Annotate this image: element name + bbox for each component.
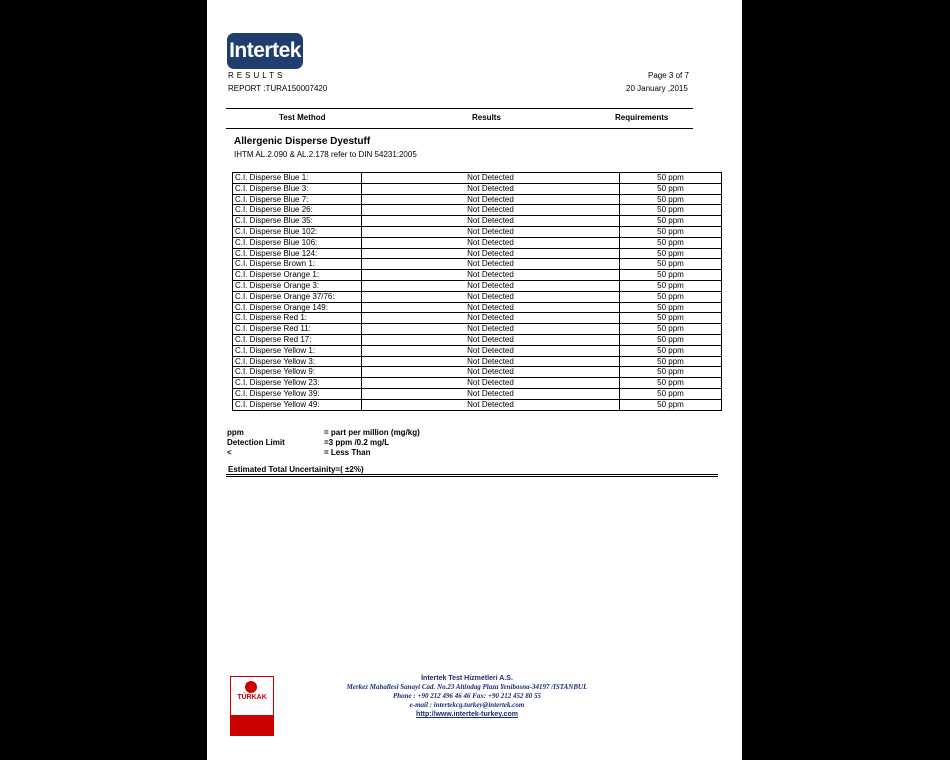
requirement-value: 50 ppm <box>620 280 722 291</box>
dye-name: C.I. Disperse Yellow 39: <box>233 388 362 399</box>
table-row <box>233 345 722 356</box>
table-row <box>233 237 722 248</box>
dye-name: C.I. Disperse Blue 106: <box>233 237 362 248</box>
legend-key: Detection Limit <box>227 438 285 447</box>
table-row <box>233 291 722 302</box>
dye-name: C.I. Disperse Blue 102: <box>233 226 362 237</box>
legend-value: = Less Than <box>324 448 371 457</box>
table-row <box>233 194 722 205</box>
requirement-value: 50 ppm <box>620 388 722 399</box>
table-row <box>233 183 722 194</box>
table-row <box>233 226 722 237</box>
result-value: Not Detected <box>362 280 620 291</box>
table-row <box>233 302 722 313</box>
footer-phone: Phone : +90 212 496 46 46 Fax: +90 212 452 80 55 <box>393 692 541 700</box>
dye-name: C.I. Disperse Blue 7: <box>233 194 362 205</box>
result-value: Not Detected <box>362 334 620 345</box>
legend-value: = part per million (mg/kg) <box>324 428 420 437</box>
legend-value: =3 ppm /0.2 mg/L <box>324 438 390 447</box>
table-row <box>233 324 722 335</box>
report-page <box>207 0 742 760</box>
legend <box>227 428 420 458</box>
dye-name: C.I. Disperse Blue 26: <box>233 205 362 216</box>
uncertainty-rule-2 <box>226 476 718 477</box>
footer-website-link[interactable]: http://www.intertek-turkey.com <box>416 711 518 718</box>
legend-row <box>227 438 420 448</box>
legend-row <box>227 428 420 438</box>
turkak-accreditation-seal <box>230 676 274 736</box>
result-value: Not Detected <box>362 324 620 335</box>
requirement-value: 50 ppm <box>620 291 722 302</box>
requirement-value: 50 ppm <box>620 378 722 389</box>
result-value: Not Detected <box>362 173 620 184</box>
table-row <box>233 205 722 216</box>
result-value: Not Detected <box>362 226 620 237</box>
column-results: Results <box>472 113 501 122</box>
dye-name: C.I. Disperse Orange 3: <box>233 280 362 291</box>
section-title: Allergenic Disperse Dyestuff <box>234 136 371 147</box>
report-date: 20 January ,2015 <box>626 84 688 93</box>
result-value: Not Detected <box>362 205 620 216</box>
dye-name: C.I. Disperse Orange 1: <box>233 270 362 281</box>
requirement-value: 50 ppm <box>620 248 722 259</box>
footer-email[interactable]: e-mail : intertekcg.turkey@intertek.com <box>409 701 525 709</box>
section-method: IHTM AL.2.090 & AL.2.178 refer to DIN 54231:2005 <box>234 150 417 159</box>
dye-name: C.I. Disperse Red 11: <box>233 324 362 335</box>
table-row <box>233 399 722 410</box>
requirement-value: 50 ppm <box>620 334 722 345</box>
dye-name: C.I. Disperse Brown 1: <box>233 259 362 270</box>
dye-name: C.I. Disperse Red 17: <box>233 334 362 345</box>
dye-name: C.I. Disperse Blue 35: <box>233 216 362 227</box>
table-row <box>233 280 722 291</box>
dye-name: C.I. Disperse Yellow 49: <box>233 399 362 410</box>
result-value: Not Detected <box>362 388 620 399</box>
requirement-value: 50 ppm <box>620 183 722 194</box>
results-label: RESULTS <box>228 71 286 80</box>
header-top-rule <box>226 108 693 109</box>
table-row <box>233 248 722 259</box>
requirement-value: 50 ppm <box>620 270 722 281</box>
seal-text: TÜRKAK <box>237 694 267 701</box>
dye-name: C.I. Disperse Orange 37/76: <box>233 291 362 302</box>
requirement-value: 50 ppm <box>620 302 722 313</box>
table-row <box>233 259 722 270</box>
table-row <box>233 388 722 399</box>
requirement-value: 50 ppm <box>620 226 722 237</box>
dye-name: C.I. Disperse Blue 124: <box>233 248 362 259</box>
requirement-value: 50 ppm <box>620 356 722 367</box>
table-row <box>233 216 722 227</box>
table-row <box>233 367 722 378</box>
result-value: Not Detected <box>362 237 620 248</box>
dye-name: C.I. Disperse Yellow 1: <box>233 345 362 356</box>
requirement-value: 50 ppm <box>620 345 722 356</box>
page-number: Page 3 of 7 <box>648 71 689 80</box>
requirement-value: 50 ppm <box>620 205 722 216</box>
legend-key: < <box>227 448 232 457</box>
result-value: Not Detected <box>362 248 620 259</box>
result-value: Not Detected <box>362 302 620 313</box>
requirement-value: 50 ppm <box>620 194 722 205</box>
requirement-value: 50 ppm <box>620 173 722 184</box>
table-row <box>233 378 722 389</box>
requirement-value: 50 ppm <box>620 216 722 227</box>
result-value: Not Detected <box>362 313 620 324</box>
table-row <box>233 334 722 345</box>
result-value: Not Detected <box>362 345 620 356</box>
result-value: Not Detected <box>362 183 620 194</box>
dye-name: C.I. Disperse Yellow 3: <box>233 356 362 367</box>
dye-name: C.I. Disperse Blue 3: <box>233 183 362 194</box>
dye-name: C.I. Disperse Blue 1: <box>233 173 362 184</box>
column-requirements: Requirements <box>615 113 669 122</box>
footer-company: İntertek Test Hizmetleri A.S. <box>421 675 513 682</box>
table-row <box>233 313 722 324</box>
requirement-value: 50 ppm <box>620 313 722 324</box>
requirement-value: 50 ppm <box>620 237 722 248</box>
intertek-logo: Intertek <box>227 33 303 69</box>
legend-key: ppm <box>227 428 244 437</box>
result-value: Not Detected <box>362 367 620 378</box>
requirement-value: 50 ppm <box>620 399 722 410</box>
result-value: Not Detected <box>362 291 620 302</box>
report-number: REPORT :TURA150007420 <box>228 84 328 93</box>
dye-name: C.I. Disperse Red 1: <box>233 313 362 324</box>
dye-name: C.I. Disperse Yellow 23: <box>233 378 362 389</box>
result-value: Not Detected <box>362 216 620 227</box>
table-row <box>233 270 722 281</box>
dye-name: C.I. Disperse Yellow 9: <box>233 367 362 378</box>
requirement-value: 50 ppm <box>620 367 722 378</box>
requirement-value: 50 ppm <box>620 259 722 270</box>
table-row <box>233 173 722 184</box>
result-value: Not Detected <box>362 399 620 410</box>
uncertainty-note: Estimated Total Uncertainity=( ±2%) <box>228 465 364 474</box>
result-value: Not Detected <box>362 259 620 270</box>
column-test-method: Test Method <box>279 113 326 122</box>
requirement-value: 50 ppm <box>620 324 722 335</box>
result-value: Not Detected <box>362 378 620 389</box>
table-row <box>233 356 722 367</box>
seal-emblem-icon <box>245 681 257 693</box>
results-table <box>232 172 722 411</box>
footer <box>307 674 627 719</box>
result-value: Not Detected <box>362 194 620 205</box>
result-value: Not Detected <box>362 356 620 367</box>
dye-name: C.I. Disperse Orange 149: <box>233 302 362 313</box>
result-value: Not Detected <box>362 270 620 281</box>
footer-address: Merkez Mahallesi Sanayi Cad. No.23 Altindag Plaza Yenibosna-34197 /ISTANBUL <box>346 683 588 691</box>
uncertainty-rule-1 <box>226 474 718 475</box>
legend-row <box>227 448 420 458</box>
header-bottom-rule <box>226 128 693 129</box>
